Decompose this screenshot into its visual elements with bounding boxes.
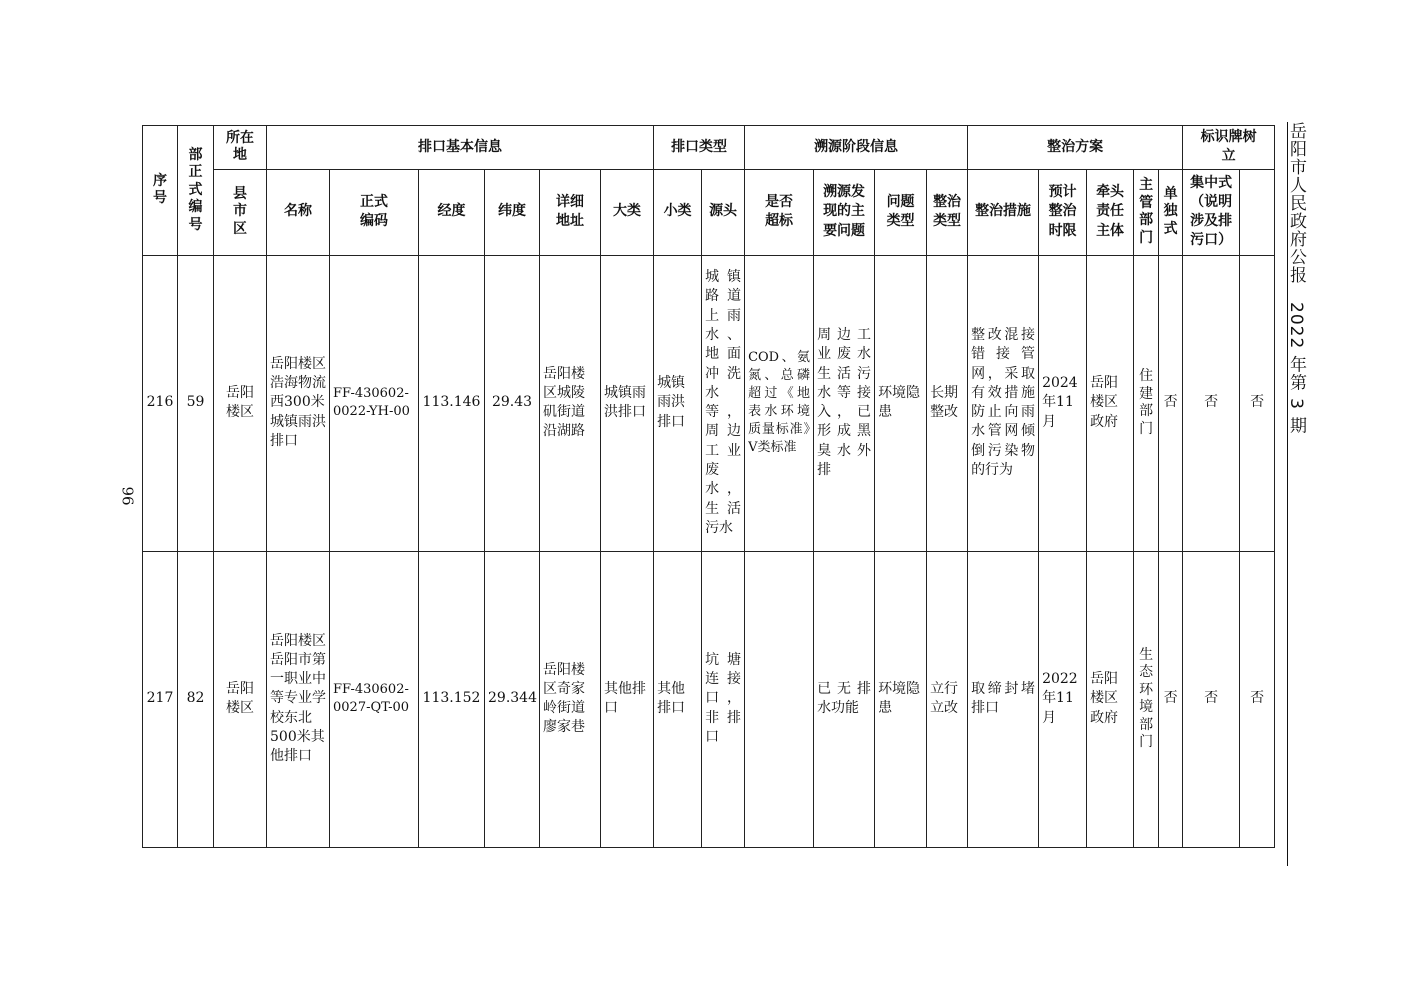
cell-name: 岳阳楼区浩海物流西300米城镇雨洪排口	[267, 255, 330, 551]
cell-dept: 住建部门	[1134, 255, 1159, 551]
cell-latitude: 29.344	[485, 551, 540, 847]
cell-single: 否	[1159, 551, 1183, 847]
cell-address: 岳阳楼区城陵矶街道沿湖路	[540, 255, 601, 551]
cell-deadline: 2024年11月	[1039, 255, 1087, 551]
outlet-table	[142, 125, 1275, 848]
cell-deadline: 2022年11月	[1039, 551, 1087, 847]
header-type-group: 排口类型	[654, 126, 745, 170]
header-county: 县市区	[214, 169, 267, 255]
cell-problem-type: 环境隐患	[875, 551, 927, 847]
header-rect-type: 整治类型	[927, 169, 968, 255]
header-exceed: 是否超标	[745, 169, 814, 255]
cell-longitude: 113.146	[419, 255, 485, 551]
cell-centralized: 否	[1183, 255, 1240, 551]
header-location-group: 所在地	[214, 126, 267, 170]
cell-minor: 其他排口	[654, 551, 702, 847]
header-address: 详细地址	[540, 169, 601, 255]
cell-rect-type: 长期整改	[927, 255, 968, 551]
cell-centralized: 否	[1183, 551, 1240, 847]
cell-dept-code: 82	[178, 551, 214, 847]
running-header: 岳阳市人民政府公报 2022 年第 3 期	[1286, 122, 1306, 435]
cell-seq: 216	[143, 255, 178, 551]
cell-rect-type: 立行立改	[927, 551, 968, 847]
cell-code: FF-430602-0027-QT-00	[330, 551, 419, 847]
cell-main-problem: 周边工业废水生活污水等接入，已形成黑臭水外排	[814, 255, 875, 551]
table-row	[143, 551, 1275, 847]
cell-completed: 否	[1240, 255, 1275, 551]
page-number: 96	[118, 486, 137, 506]
header-major: 大类	[601, 169, 654, 255]
header-name: 名称	[267, 169, 330, 255]
cell-source: 城镇路道上雨水、地面冲洗水等，周边工业废水，生活污水	[702, 255, 745, 551]
cell-name: 岳阳楼区岳阳市第一职业中等专业学校东北500米其他排口	[267, 551, 330, 847]
cell-completed: 否	[1240, 551, 1275, 847]
header-dept-code: 部正式编号	[178, 126, 214, 256]
header-main-problem: 溯源发现的主要问题	[814, 169, 875, 255]
header-measures: 整治措施	[968, 169, 1039, 255]
header-trace-group: 溯源阶段信息	[745, 126, 968, 170]
cell-measures: 整改混接错接管网，采取有效措施防止向雨水管网倾倒污染物的行为	[968, 255, 1039, 551]
cell-lead-subject: 岳阳楼区政府	[1087, 551, 1134, 847]
cell-county: 岳阳楼区	[214, 551, 267, 847]
header-deadline: 预计整治时限	[1039, 169, 1087, 255]
cell-exceed: COD、氨氮、总磷超过《地表水环境质量标准》V类标准	[745, 255, 814, 551]
header-problem-type: 问题类型	[875, 169, 927, 255]
cell-lead-subject: 岳阳楼区政府	[1087, 255, 1134, 551]
header-lead-subject: 牵头责任主体	[1087, 169, 1134, 255]
cell-latitude: 29.43	[485, 255, 540, 551]
header-minor: 小类	[654, 169, 702, 255]
header-seq: 序号	[143, 126, 178, 256]
header-dept: 主管部门	[1134, 169, 1159, 255]
cell-main-problem: 已无排水功能	[814, 551, 875, 847]
cell-measures: 取缔封堵排口	[968, 551, 1039, 847]
header-source: 源头	[702, 169, 745, 255]
cell-dept: 生态环境部门	[1134, 551, 1159, 847]
cell-source: 坑塘连接口，非排口	[702, 551, 745, 847]
header-centralized: 集中式（说明涉及排污口）	[1183, 169, 1240, 255]
cell-county: 岳阳楼区	[214, 255, 267, 551]
cell-seq: 217	[143, 551, 178, 847]
cell-major: 其他排口	[601, 551, 654, 847]
header-latitude: 纬度	[485, 169, 540, 255]
cell-code: FF-430602-0022-YH-00	[330, 255, 419, 551]
cell-major: 城镇雨洪排口	[601, 255, 654, 551]
header-outlet-info-group: 排口基本信息	[267, 126, 654, 170]
header-code: 正式编码	[330, 169, 419, 255]
header-single: 单独式	[1159, 169, 1183, 255]
header-sign-group: 标识牌树立	[1183, 126, 1275, 170]
header-longitude: 经度	[419, 169, 485, 255]
cell-single: 否	[1159, 255, 1183, 551]
cell-dept-code: 59	[178, 255, 214, 551]
cell-minor: 城镇雨洪排口	[654, 255, 702, 551]
header-plan-group: 整治方案	[968, 126, 1183, 170]
cell-address: 岳阳楼区奇家岭街道廖家巷	[540, 551, 601, 847]
table-row	[143, 255, 1275, 551]
cell-exceed	[745, 551, 814, 847]
cell-longitude: 113.152	[419, 551, 485, 847]
cell-problem-type: 环境隐患	[875, 255, 927, 551]
